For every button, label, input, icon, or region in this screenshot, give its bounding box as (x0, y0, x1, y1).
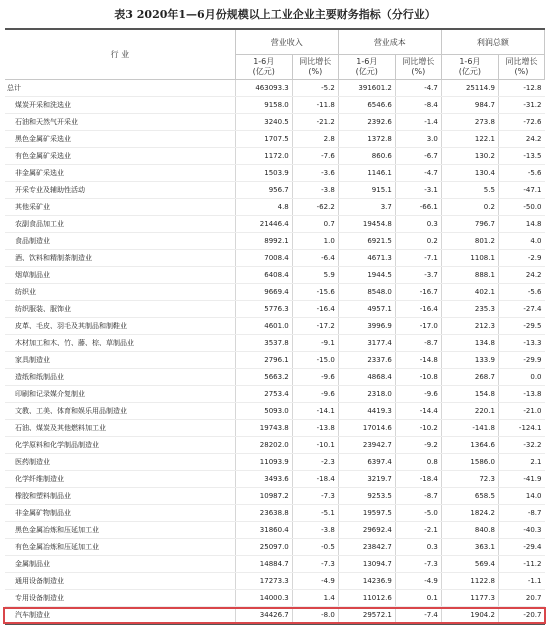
profit-growth-cell: -5.6 (498, 165, 544, 182)
cost-growth-cell: -7.4 (395, 607, 441, 625)
profit-amount-cell: 25114.9 (441, 80, 498, 97)
revenue-amount-cell: 25097.0 (235, 539, 292, 556)
revenue-growth-cell: 0.7 (292, 216, 338, 233)
profit-growth-cell: -27.4 (498, 301, 544, 318)
profit-growth-cell: -32.2 (498, 437, 544, 454)
revenue-growth-cell: -62.2 (292, 199, 338, 216)
profit-growth-cell: -2.9 (498, 250, 544, 267)
table-row (5, 318, 545, 335)
profit-growth-cell: 24.2 (498, 131, 544, 148)
industry-name-cell: 黑色金属冶炼和压延加工业 (5, 522, 235, 539)
profit-amount-cell: 1586.0 (441, 454, 498, 471)
profit-growth-cell: 4.0 (498, 233, 544, 250)
cost-amount-cell: 19597.5 (338, 505, 395, 522)
table-row (5, 284, 545, 301)
total-row (5, 80, 545, 97)
profit-amount-cell: 1177.3 (441, 590, 498, 607)
profit-amount-cell: 888.1 (441, 267, 498, 284)
revenue-growth-cell: -10.1 (292, 437, 338, 454)
table-row (5, 216, 545, 233)
revenue-growth-cell: 1.0 (292, 233, 338, 250)
revenue-amount-cell: 463093.3 (235, 80, 292, 97)
profit-amount-cell: 130.2 (441, 148, 498, 165)
cost-growth-cell: 0.3 (395, 539, 441, 556)
cost-amount-cell: 1944.5 (338, 267, 395, 284)
profit-amount-cell: 1904.2 (441, 607, 498, 625)
cost-amount-cell: 6921.5 (338, 233, 395, 250)
revenue-group-header: 营业收入 (235, 29, 338, 55)
table-row (5, 539, 545, 556)
revenue-amount-cell: 3493.6 (235, 471, 292, 488)
revenue-amount-cell: 1503.9 (235, 165, 292, 182)
revenue-amount-cell: 1707.5 (235, 131, 292, 148)
industry-name-cell: 煤炭开采和洗选业 (5, 97, 235, 114)
revenue-growth-cell: -0.5 (292, 539, 338, 556)
revenue-amount-cell: 2753.4 (235, 386, 292, 403)
table-row (5, 301, 545, 318)
cost-amount-header: 1-6月 (亿元) (338, 55, 395, 80)
profit-amount-cell: 235.3 (441, 301, 498, 318)
industry-name-cell: 文教、工美、体育和娱乐用品制造业 (5, 403, 235, 420)
cost-group-header: 营业成本 (338, 29, 441, 55)
table-row (5, 607, 545, 625)
revenue-amount-cell: 5776.3 (235, 301, 292, 318)
cost-amount-cell: 29692.4 (338, 522, 395, 539)
cost-growth-cell: -14.4 (395, 403, 441, 420)
cost-growth-cell: -3.7 (395, 267, 441, 284)
revenue-growth-cell: -2.3 (292, 454, 338, 471)
revenue-growth-cell: -13.8 (292, 420, 338, 437)
cost-growth-cell: -8.4 (395, 97, 441, 114)
revenue-growth-cell: -7.3 (292, 556, 338, 573)
cost-amount-cell: 8548.0 (338, 284, 395, 301)
cost-amount-cell: 4419.3 (338, 403, 395, 420)
table-row (5, 522, 545, 539)
industry-name-cell: 酒、饮料和精制茶制造业 (5, 250, 235, 267)
industry-name-cell: 专用设备制造业 (5, 590, 235, 607)
industry-name-cell: 木材加工和木、竹、藤、棕、草制品业 (5, 335, 235, 352)
cost-amount-cell: 2318.0 (338, 386, 395, 403)
cost-growth-cell: 0.1 (395, 590, 441, 607)
industry-name-cell: 皮革、毛皮、羽毛及其制品和制鞋业 (5, 318, 235, 335)
profit-growth-cell: -1.1 (498, 573, 544, 590)
profit-growth-cell: -72.6 (498, 114, 544, 131)
revenue-amount-cell: 14884.7 (235, 556, 292, 573)
revenue-amount-cell: 14000.3 (235, 590, 292, 607)
revenue-growth-cell: -3.6 (292, 165, 338, 182)
revenue-amount-cell: 956.7 (235, 182, 292, 199)
profit-growth-cell: 0.0 (498, 369, 544, 386)
profit-growth-cell: 20.7 (498, 590, 544, 607)
profit-amount-cell: 72.3 (441, 471, 498, 488)
revenue-amount-cell: 4601.0 (235, 318, 292, 335)
revenue-growth-cell: -7.3 (292, 488, 338, 505)
industry-name-cell: 金属制品业 (5, 556, 235, 573)
profit-growth-cell: 14.0 (498, 488, 544, 505)
profit-growth-cell: -12.8 (498, 80, 544, 97)
industry-name-cell: 造纸和纸制品业 (5, 369, 235, 386)
revenue-amount-cell: 17273.3 (235, 573, 292, 590)
profit-growth-cell: -41.9 (498, 471, 544, 488)
profit-growth-cell: -20.7 (498, 607, 544, 625)
cost-amount-cell: 23842.7 (338, 539, 395, 556)
table-row (5, 505, 545, 522)
cost-growth-cell: -10.8 (395, 369, 441, 386)
profit-growth-cell: -13.3 (498, 335, 544, 352)
revenue-amount-cell: 23638.8 (235, 505, 292, 522)
revenue-amount-cell: 3537.8 (235, 335, 292, 352)
profit-amount-cell: 658.5 (441, 488, 498, 505)
industry-name-cell: 非金属矿采选业 (5, 165, 235, 182)
cost-growth-cell: 0.8 (395, 454, 441, 471)
cost-amount-cell: 23942.7 (338, 437, 395, 454)
cost-growth-cell: -9.6 (395, 386, 441, 403)
cost-growth-cell: 0.2 (395, 233, 441, 250)
cost-growth-cell: -4.9 (395, 573, 441, 590)
profit-growth-cell: -13.8 (498, 386, 544, 403)
profit-amount-cell: 134.8 (441, 335, 498, 352)
profit-amount-cell: 133.9 (441, 352, 498, 369)
revenue-growth-cell: -9.6 (292, 386, 338, 403)
cost-amount-cell: 29572.1 (338, 607, 395, 625)
revenue-amount-cell: 8992.1 (235, 233, 292, 250)
profit-growth-cell: -50.0 (498, 199, 544, 216)
industry-name-cell: 通用设备制造业 (5, 573, 235, 590)
table-body (5, 80, 545, 625)
table-row (5, 131, 545, 148)
profit-growth-header: 同比增长 (%) (498, 55, 544, 80)
cost-amount-cell: 3219.7 (338, 471, 395, 488)
revenue-growth-cell: -18.4 (292, 471, 338, 488)
cost-amount-cell: 2337.6 (338, 352, 395, 369)
revenue-growth-cell: -6.4 (292, 250, 338, 267)
profit-growth-cell: -29.4 (498, 539, 544, 556)
revenue-amount-cell: 11093.9 (235, 454, 292, 471)
revenue-amount-cell: 2796.1 (235, 352, 292, 369)
cost-amount-cell: 1372.8 (338, 131, 395, 148)
industry-name-cell: 纺织服装、服饰业 (5, 301, 235, 318)
revenue-growth-cell: -3.8 (292, 522, 338, 539)
industry-name-cell: 其他采矿业 (5, 199, 235, 216)
profit-amount-cell: 1122.8 (441, 573, 498, 590)
profit-amount-cell: 569.4 (441, 556, 498, 573)
revenue-amount-cell: 21446.4 (235, 216, 292, 233)
cost-growth-cell: -66.1 (395, 199, 441, 216)
revenue-amount-cell: 19743.8 (235, 420, 292, 437)
cost-amount-cell: 3996.9 (338, 318, 395, 335)
industry-name-cell: 烟草制品业 (5, 267, 235, 284)
table-row (5, 573, 545, 590)
profit-amount-cell: 402.1 (441, 284, 498, 301)
table-row (5, 199, 545, 216)
cost-growth-cell: -14.8 (395, 352, 441, 369)
revenue-amount-cell: 7008.4 (235, 250, 292, 267)
table-row (5, 454, 545, 471)
profit-amount-cell: 801.2 (441, 233, 498, 250)
profit-amount-cell: 220.1 (441, 403, 498, 420)
revenue-growth-cell: 2.8 (292, 131, 338, 148)
revenue-growth-cell: -15.6 (292, 284, 338, 301)
revenue-amount-cell: 1172.0 (235, 148, 292, 165)
table-row (5, 420, 545, 437)
cost-amount-cell: 4957.1 (338, 301, 395, 318)
table-row (5, 250, 545, 267)
profit-growth-cell: -29.9 (498, 352, 544, 369)
cost-growth-header: 同比增长 (%) (395, 55, 441, 80)
profit-growth-cell: -11.2 (498, 556, 544, 573)
table-wrapper (5, 28, 545, 625)
cost-amount-cell: 3.7 (338, 199, 395, 216)
cost-amount-cell: 13094.7 (338, 556, 395, 573)
profit-growth-cell: -31.2 (498, 97, 544, 114)
profit-amount-cell: 1108.1 (441, 250, 498, 267)
cost-amount-cell: 4868.4 (338, 369, 395, 386)
industry-name-cell: 有色金属冶炼和压延加工业 (5, 539, 235, 556)
profit-amount-cell: 154.8 (441, 386, 498, 403)
profit-group-header: 利润总额 (441, 29, 544, 55)
cost-growth-cell: -7.3 (395, 556, 441, 573)
cost-growth-cell: -2.1 (395, 522, 441, 539)
cost-amount-cell: 11012.6 (338, 590, 395, 607)
cost-growth-cell: -8.7 (395, 488, 441, 505)
revenue-growth-cell: 1.4 (292, 590, 338, 607)
table-title: 表3 2020年1—6月份规模以上工业企业主要财务指标（分行业） (114, 8, 436, 21)
profit-amount-cell: 5.5 (441, 182, 498, 199)
revenue-growth-cell: -3.8 (292, 182, 338, 199)
profit-growth-cell: -5.6 (498, 284, 544, 301)
profit-amount-cell: 984.7 (441, 97, 498, 114)
revenue-amount-cell: 9158.0 (235, 97, 292, 114)
revenue-growth-cell: -11.8 (292, 97, 338, 114)
industry-name-cell: 家具制造业 (5, 352, 235, 369)
table-row (5, 471, 545, 488)
revenue-growth-header: 同比增长 (%) (292, 55, 338, 80)
cost-amount-cell: 4671.3 (338, 250, 395, 267)
profit-amount-cell: 0.2 (441, 199, 498, 216)
profit-growth-cell: 14.8 (498, 216, 544, 233)
cost-amount-cell: 2392.6 (338, 114, 395, 131)
cost-growth-cell: -6.7 (395, 148, 441, 165)
profit-amount-cell: 840.8 (441, 522, 498, 539)
industry-name-cell: 黑色金属矿采选业 (5, 131, 235, 148)
cost-growth-cell: -4.7 (395, 80, 441, 97)
table-row (5, 488, 545, 505)
table-row (5, 386, 545, 403)
industry-column-header: 行 业 (5, 29, 235, 80)
cost-amount-cell: 19454.8 (338, 216, 395, 233)
revenue-growth-cell: -15.0 (292, 352, 338, 369)
profit-growth-cell: -21.0 (498, 403, 544, 420)
profit-amount-cell: 130.4 (441, 165, 498, 182)
profit-growth-cell: -124.1 (498, 420, 544, 437)
revenue-growth-cell: -9.1 (292, 335, 338, 352)
cost-amount-cell: 14236.9 (338, 573, 395, 590)
revenue-amount-header: 1-6月 (亿元) (235, 55, 292, 80)
profit-growth-cell: -13.5 (498, 148, 544, 165)
revenue-growth-cell: -16.4 (292, 301, 338, 318)
industry-name-cell: 化学原料和化学制品制造业 (5, 437, 235, 454)
revenue-amount-cell: 4.8 (235, 199, 292, 216)
revenue-amount-cell: 31860.4 (235, 522, 292, 539)
industry-name-cell: 石油、煤炭及其他燃料加工业 (5, 420, 235, 437)
cost-amount-cell: 1146.1 (338, 165, 395, 182)
cost-growth-cell: -5.0 (395, 505, 441, 522)
revenue-amount-cell: 5663.2 (235, 369, 292, 386)
industry-name-cell: 橡胶和塑料制品业 (5, 488, 235, 505)
cost-growth-cell: -18.4 (395, 471, 441, 488)
table-row (5, 335, 545, 352)
table-row (5, 369, 545, 386)
industry-name-cell: 纺织业 (5, 284, 235, 301)
industry-name-cell: 开采专业及辅助性活动 (5, 182, 235, 199)
table-row (5, 182, 545, 199)
industry-name-cell: 总计 (5, 80, 235, 97)
revenue-amount-cell: 28202.0 (235, 437, 292, 454)
cost-growth-cell: -7.1 (395, 250, 441, 267)
cost-growth-cell: -8.7 (395, 335, 441, 352)
profit-growth-cell: -29.5 (498, 318, 544, 335)
table-row (5, 352, 545, 369)
profit-amount-cell: 273.8 (441, 114, 498, 131)
revenue-growth-cell: 5.9 (292, 267, 338, 284)
revenue-growth-cell: -7.6 (292, 148, 338, 165)
revenue-growth-cell: -17.2 (292, 318, 338, 335)
revenue-amount-cell: 34426.7 (235, 607, 292, 625)
revenue-growth-cell: -8.0 (292, 607, 338, 625)
industry-name-cell: 非金属矿物制品业 (5, 505, 235, 522)
profit-amount-cell: 212.3 (441, 318, 498, 335)
profit-growth-cell: 24.2 (498, 267, 544, 284)
cost-amount-cell: 3177.4 (338, 335, 395, 352)
cost-growth-cell: -16.7 (395, 284, 441, 301)
industry-name-cell: 汽车制造业 (5, 607, 235, 625)
cost-growth-cell: -3.1 (395, 182, 441, 199)
revenue-growth-cell: -14.1 (292, 403, 338, 420)
revenue-growth-cell: -5.2 (292, 80, 338, 97)
table-row (5, 97, 545, 114)
profit-growth-cell: -47.1 (498, 182, 544, 199)
cost-amount-cell: 915.1 (338, 182, 395, 199)
cost-growth-cell: -17.0 (395, 318, 441, 335)
cost-amount-cell: 391601.2 (338, 80, 395, 97)
cost-amount-cell: 6397.4 (338, 454, 395, 471)
revenue-growth-cell: -4.9 (292, 573, 338, 590)
table-row (5, 590, 545, 607)
industry-name-cell: 农副食品加工业 (5, 216, 235, 233)
industry-name-cell: 食品制造业 (5, 233, 235, 250)
table-row (5, 165, 545, 182)
cost-growth-cell: -16.4 (395, 301, 441, 318)
profit-growth-cell: 2.1 (498, 454, 544, 471)
industry-name-cell: 化学纤维制造业 (5, 471, 235, 488)
table-row (5, 267, 545, 284)
revenue-growth-cell: -5.1 (292, 505, 338, 522)
revenue-growth-cell: -21.2 (292, 114, 338, 131)
industry-name-cell: 医药制造业 (5, 454, 235, 471)
revenue-amount-cell: 10987.2 (235, 488, 292, 505)
table-row (5, 437, 545, 454)
industry-name-cell: 石油和天然气开采业 (5, 114, 235, 131)
profit-amount-cell: 268.7 (441, 369, 498, 386)
cost-amount-cell: 9253.5 (338, 488, 395, 505)
industry-name-cell: 印刷和记录媒介复制业 (5, 386, 235, 403)
revenue-amount-cell: 6408.4 (235, 267, 292, 284)
cost-growth-cell: -10.2 (395, 420, 441, 437)
profit-amount-header: 1-6月 (亿元) (441, 55, 498, 80)
revenue-amount-cell: 5093.0 (235, 403, 292, 420)
table-row (5, 114, 545, 131)
revenue-growth-cell: -9.6 (292, 369, 338, 386)
cost-amount-cell: 860.6 (338, 148, 395, 165)
cost-growth-cell: -4.7 (395, 165, 441, 182)
profit-amount-cell: 796.7 (441, 216, 498, 233)
profit-growth-cell: -8.7 (498, 505, 544, 522)
profit-amount-cell: 122.1 (441, 131, 498, 148)
cost-growth-cell: -9.2 (395, 437, 441, 454)
industry-name-cell: 有色金属矿采选业 (5, 148, 235, 165)
table-row (5, 233, 545, 250)
revenue-amount-cell: 9669.4 (235, 284, 292, 301)
revenue-amount-cell: 3240.5 (235, 114, 292, 131)
profit-amount-cell: 1824.2 (441, 505, 498, 522)
cost-amount-cell: 6546.6 (338, 97, 395, 114)
profit-growth-cell: -40.3 (498, 522, 544, 539)
table-row (5, 556, 545, 573)
table-row (5, 403, 545, 420)
cost-growth-cell: -1.4 (395, 114, 441, 131)
profit-amount-cell: -141.8 (441, 420, 498, 437)
cost-growth-cell: 0.3 (395, 216, 441, 233)
cost-growth-cell: 3.0 (395, 131, 441, 148)
profit-amount-cell: 1364.6 (441, 437, 498, 454)
profit-amount-cell: 363.1 (441, 539, 498, 556)
table-row (5, 148, 545, 165)
financial-indicators-table (5, 28, 545, 625)
cost-amount-cell: 17014.6 (338, 420, 395, 437)
